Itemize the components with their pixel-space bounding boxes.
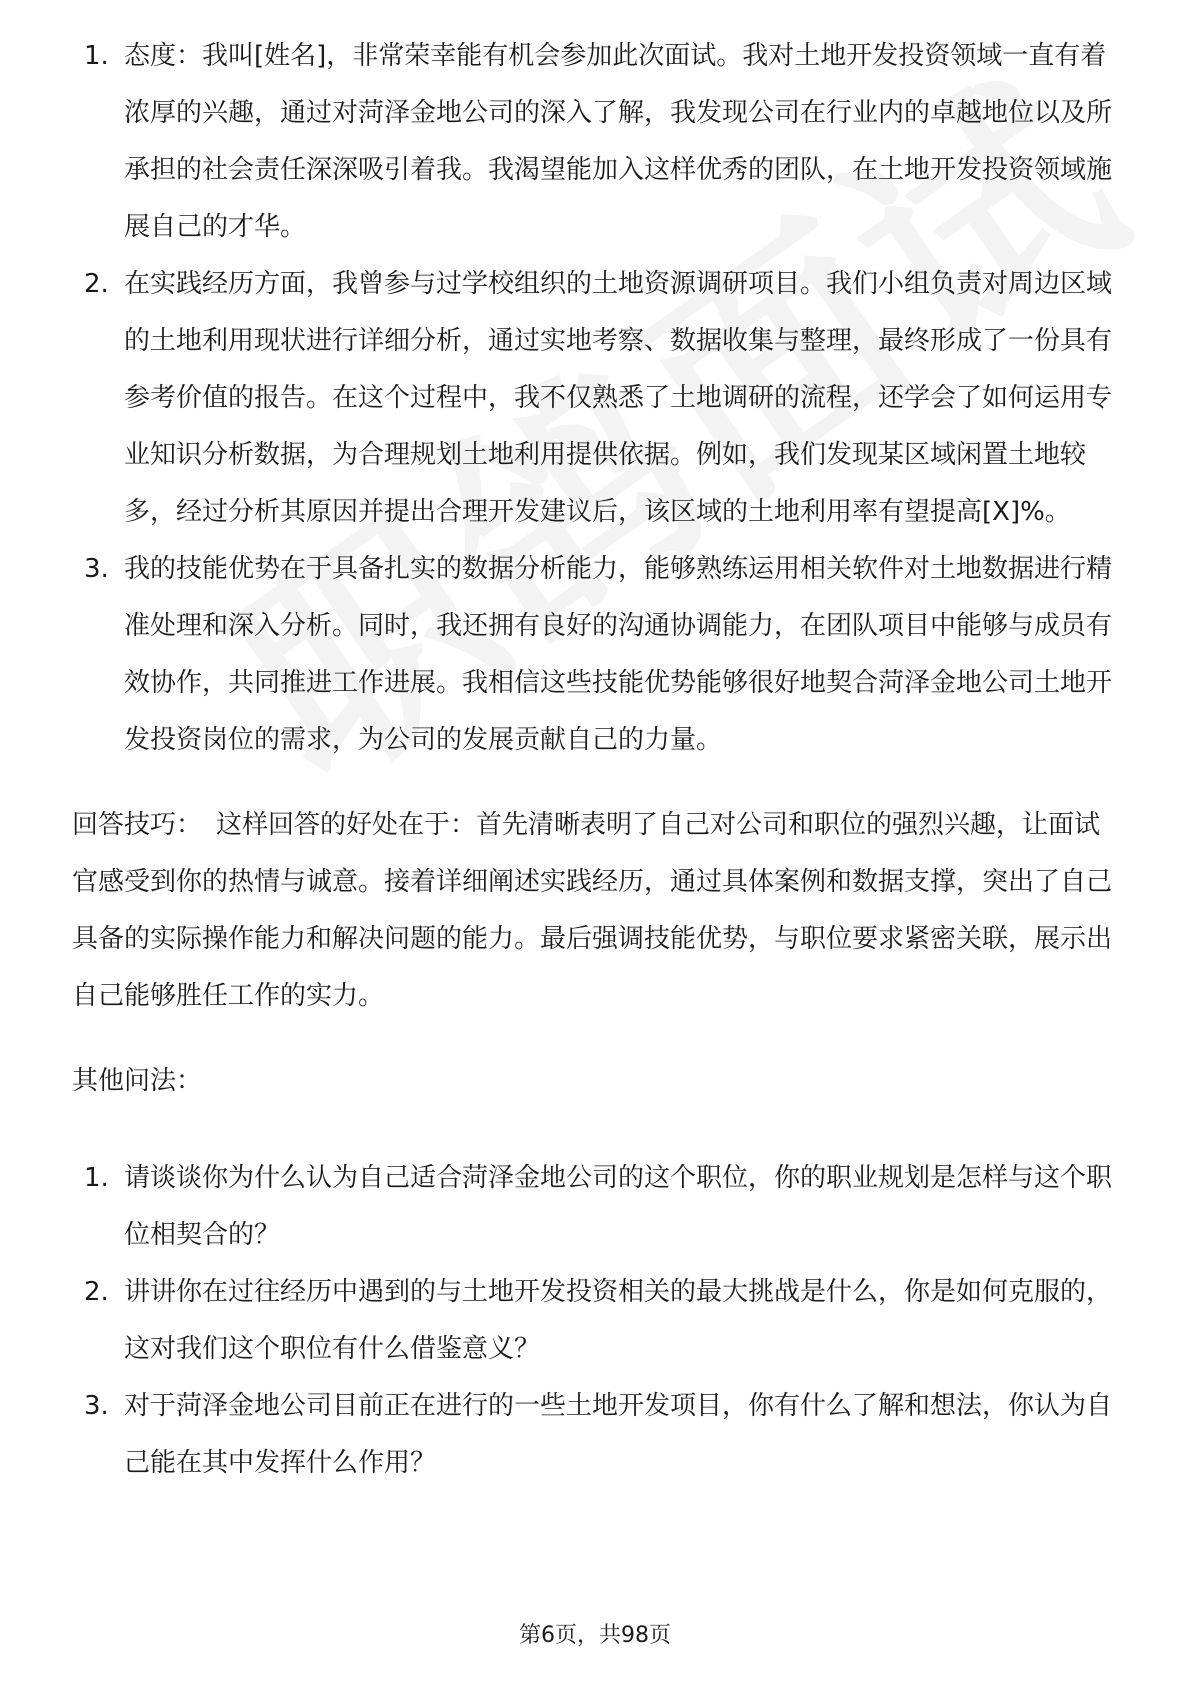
list-number: 2. [84, 1277, 109, 1307]
page-footer: 第6页，共98页 [519, 1623, 671, 1648]
list-text: 对于菏泽金地公司目前正在进行的一些土地开发项目，你有什么了解和想法，你认为自己能在其中发挥什么作用？ [124, 1391, 1113, 1478]
list-item [72, 1378, 1112, 1492]
list-text: 在实践经历方面，我曾参与过学校组织的土地资源调研项目。我们小组负责对周边区域的土地利用现状进行详细分析，通过实地考察、数据收集与整理，最终形成了一份具有参考价值的报告。在这个过程中，我不仅熟悉了土地调研的流程，还学会了如何运用专业知识分析数据，为合理规划土地利用提供依据。例如，我们发现某区域闲置土地较多，经过分析其原因并提出合理开发建议后，该区域的土地利用率有望提高[X]%。 [124, 269, 1113, 527]
list-number: 2. [84, 269, 109, 299]
list-number: 1. [84, 41, 109, 71]
answer-tip-label: 回答技巧： [72, 810, 203, 840]
other-questions-list [72, 1150, 1112, 1492]
list-item [72, 256, 1112, 541]
list-text: 态度：我叫[姓名]，非常荣幸能有机会参加此次面试。我对土地开发投资领域一直有着浓厚的兴趣，通过对菏泽金地公司的深入了解，我发现公司在行业内的卓越地位以及所承担的社会责任深深吸引着我。我渴望能加入这样优秀的团队，在土地开发投资领域施展自己的才华。 [124, 41, 1113, 242]
list-text: 请谈谈你为什么认为自己适合菏泽金地公司的这个职位，你的职业规划是怎样与这个职位相契合的？ [124, 1163, 1113, 1250]
answer-tip [72, 797, 1112, 1025]
list-item [72, 28, 1112, 256]
list-number: 3. [84, 554, 109, 584]
list-text: 我的技能优势在于具备扎实的数据分析能力，能够熟练运用相关软件对土地数据进行精准处理和深入分析。同时，我还拥有良好的沟通协调能力，在团队项目中能够与成员有效协作，共同推进工作进展。我相信这些技能优势能够很好地契合菏泽金地公司土地开发投资岗位的需求，为公司的发展贡献自己的力量。 [124, 554, 1113, 755]
list-item [72, 1150, 1112, 1264]
list-text: 讲讲你在过往经历中遇到的与土地开发投资相关的最大挑战是什么，你是如何克服的，这对我们这个职位有什么借鉴意义？ [124, 1277, 1113, 1364]
answer-tip-text: 这样回答的好处在于：首先清晰表明了自己对公司和职位的强烈兴趣，让面试官感受到你的热情与诚意。接着详细阐述实践经历，通过具体案例和数据支撑，突出了自己具备的实际操作能力和解决问题的能力。最后强调技能优势，与职位要求紧密关联，展示出自己能够胜任工作的实力。 [72, 810, 1113, 1011]
list-item [72, 1264, 1112, 1378]
list-number: 3. [84, 1391, 109, 1421]
list-number: 1. [84, 1163, 109, 1193]
answer-list [72, 28, 1112, 769]
page-content [72, 28, 1112, 1492]
other-questions-heading: 其他问法： [72, 1066, 203, 1096]
list-item [72, 541, 1112, 769]
